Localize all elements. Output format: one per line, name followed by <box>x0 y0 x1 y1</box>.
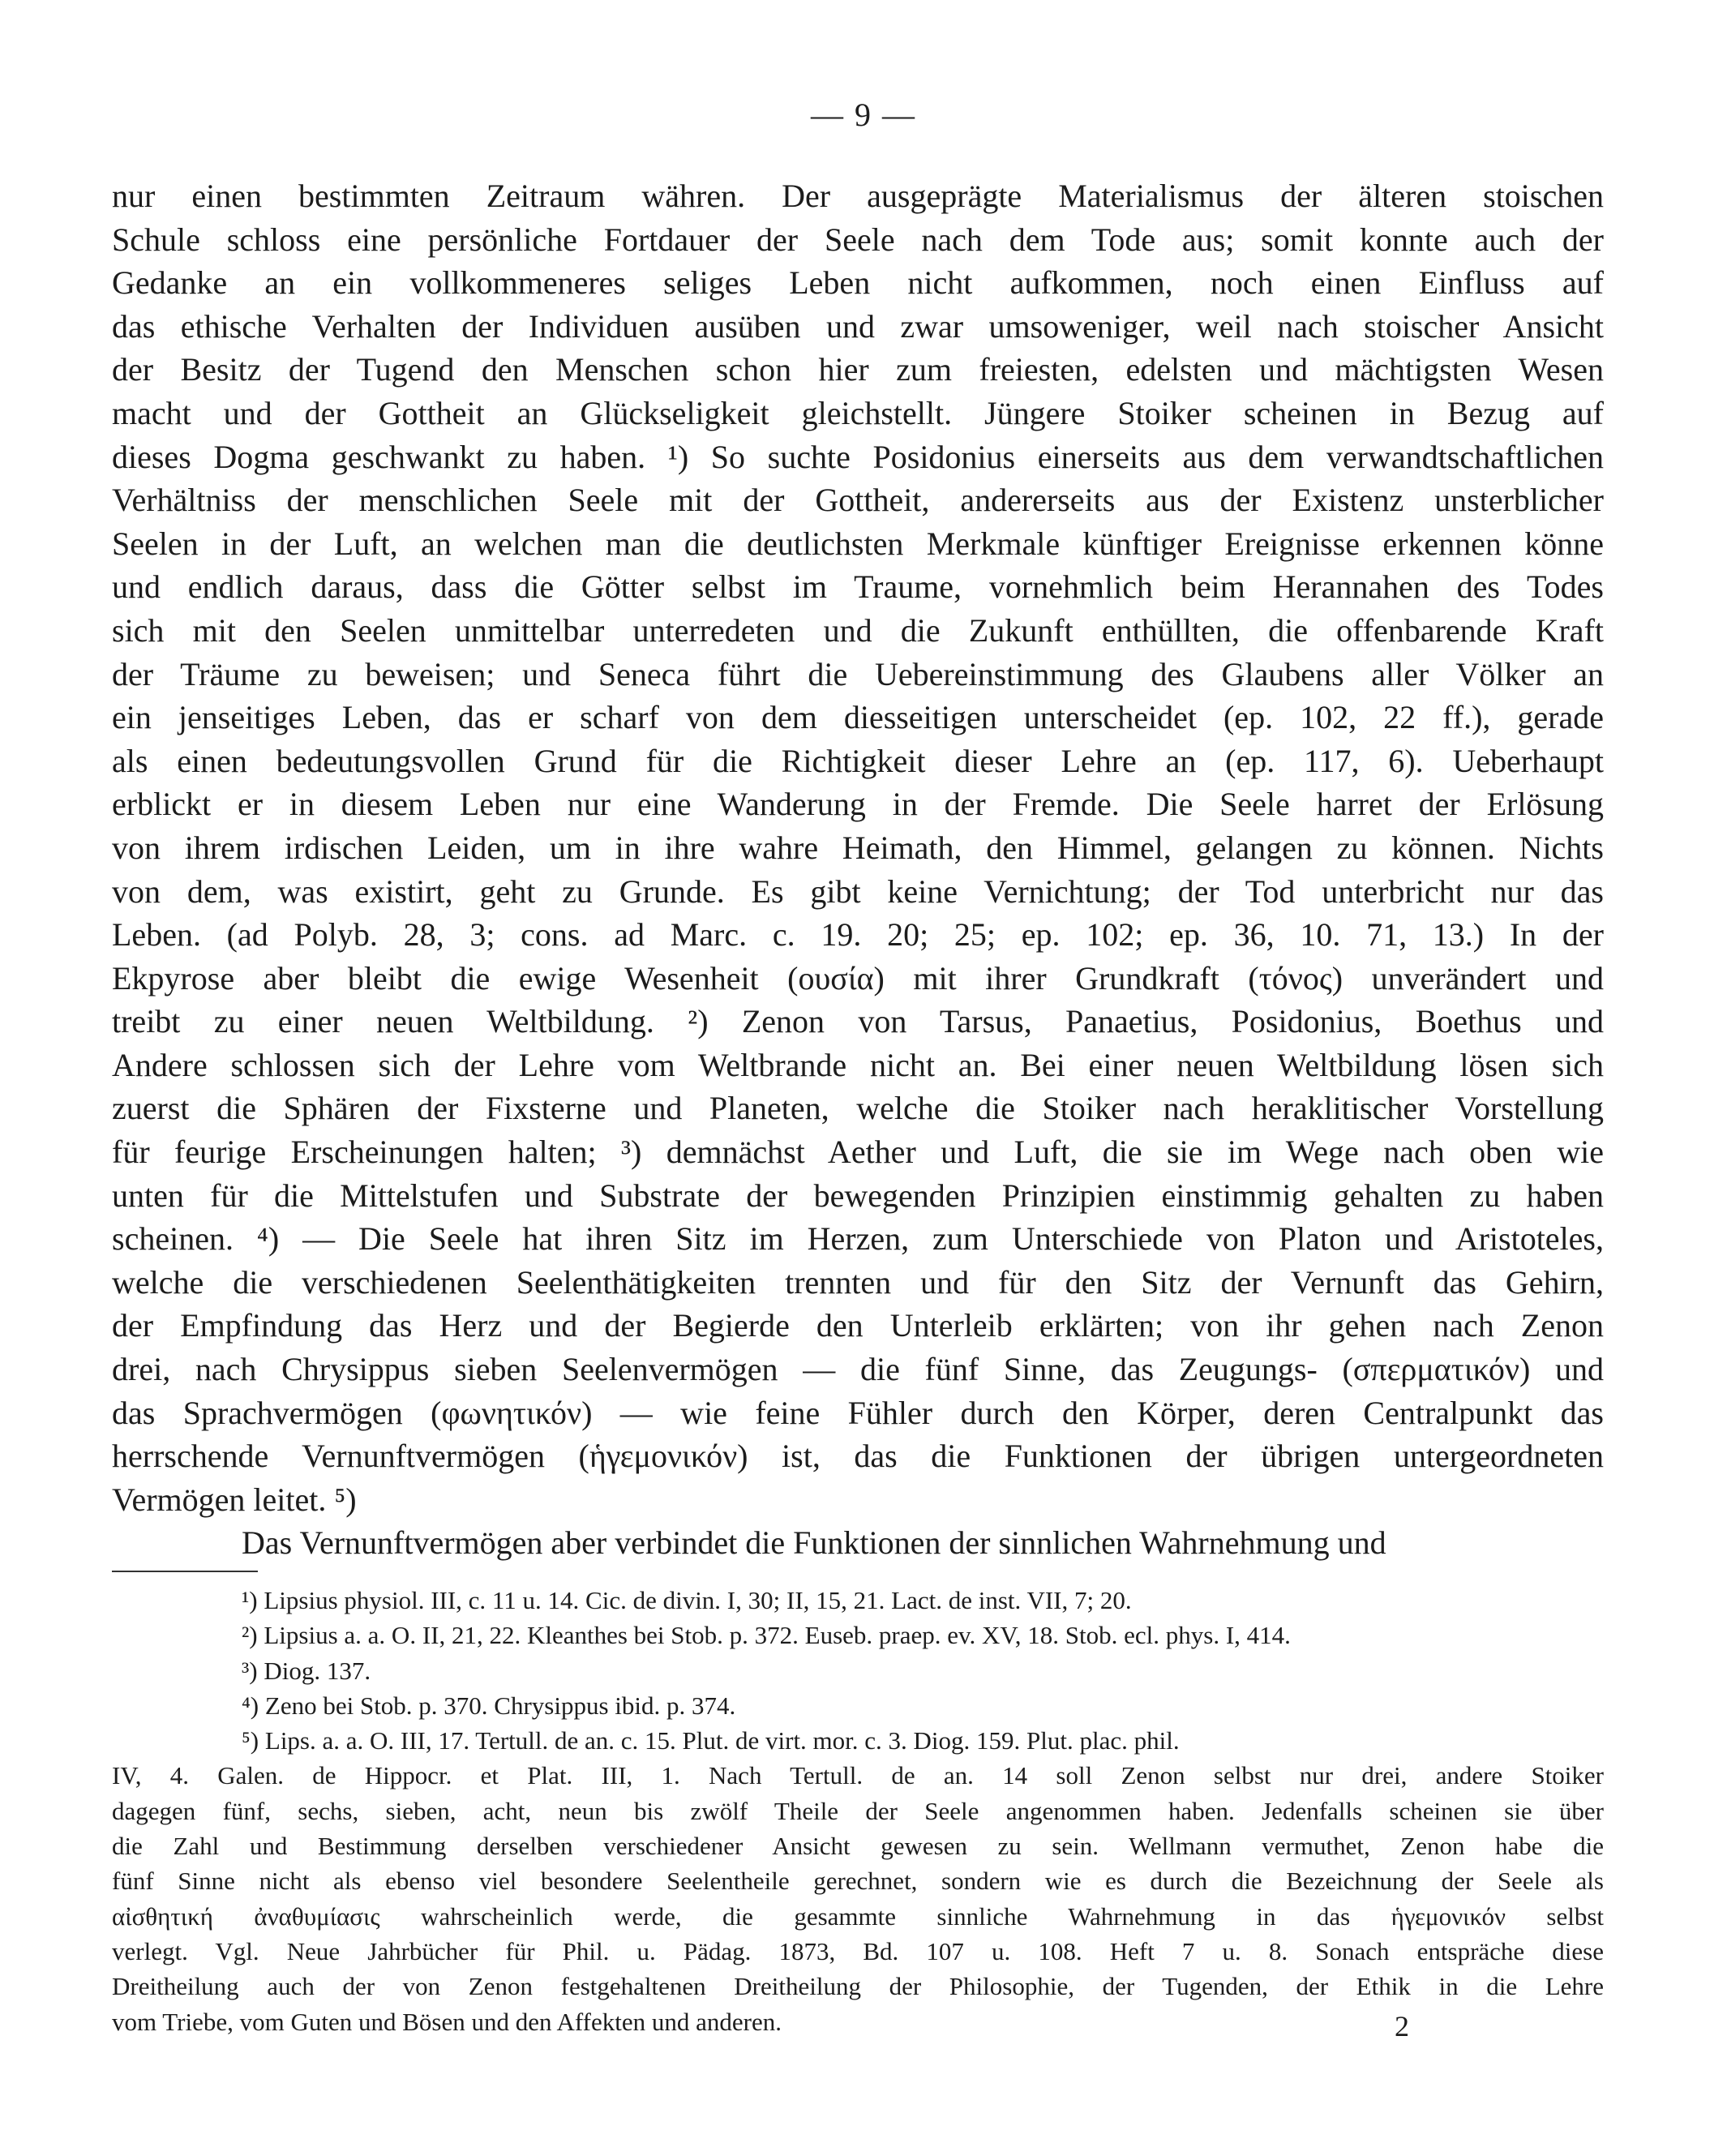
body-line: scheinen. ⁴) — Die Seele hat ihren Sitz im Herzen, zum Unterschiede von Platon und Aristoteles, <box>112 1220 1604 1258</box>
body-line: Seelen in der Luft, an welchen man die deutlichsten Merkmale künftiger Ereignisse erkennen könne <box>112 525 1604 562</box>
body-line: treibt zu einer neuen Weltbildung. ²) Zenon von Tarsus, Panaetius, Posidonius, Boethus und <box>112 1003 1604 1040</box>
body-line: für feurige Erscheinungen halten; ³) demnächst Aether und Luft, die sie im Wege nach oben wie <box>112 1134 1604 1171</box>
signature-mark: 2 <box>1395 2010 1409 2042</box>
footnote-continued: dagegen fünf, sechs, sieben, acht, neun bis zwölf Theile der Seele angenommen haben. Jedenfalls scheinen sie über <box>112 1796 1604 1825</box>
body-line: zuerst die Sphären der Fixsterne und Planeten, welche die Stoiker nach heraklitischer Vorstellung <box>112 1090 1604 1127</box>
body-line: nur einen bestimmten Zeitraum währen. Der ausgeprägte Materialismus der älteren stoischen <box>112 178 1604 214</box>
footnote-continued: die Zahl und Bestimmung derselben verschiedener Ansicht gewesen zu sein. Wellmann vermuthet, Zenon habe die <box>112 1832 1604 1861</box>
footnote: ³) Diog. 137. <box>242 1656 371 1685</box>
body-line: von ihrem irdischen Leiden, um in ihre wahre Heimath, den Himmel, gelangen zu können. Nichts <box>112 829 1604 866</box>
body-line: Verhältniss der menschlichen Seele mit der Gottheit, andererseits aus der Existenz unsterblicher <box>112 482 1604 519</box>
body-line: der Empfindung das Herz und der Begierde den Unterleib erklärten; von ihr gehen nach Zenon <box>112 1307 1604 1344</box>
body-line: unten für die Mittelstufen und Substrate der bewegenden Prinzipien einstimmig gehalten zu haben <box>112 1177 1604 1214</box>
body-line: Das Vernunftvermögen aber verbindet die Funktionen der sinnlichen Wahrnehmung und <box>242 1524 1386 1562</box>
body-line: das ethische Verhalten der Individuen ausüben und zwar umsoweniger, weil nach stoischer Ansicht <box>112 307 1604 345</box>
body-line: erblickt er in diesem Leben nur eine Wanderung in der Fremde. Die Seele harret der Erlösung <box>112 786 1604 823</box>
footnote-continued: IV, 4. Galen. de Hippocr. et Plat. III, 1. Nach Tertull. de an. 14 soll Zenon selbst nur drei, andere Stoiker <box>112 1761 1604 1790</box>
body-line: Gedanke an ein vollkommeneres seliges Leben nicht aufkommen, noch einen Einfluss auf <box>112 264 1604 302</box>
body-line: Ekpyrose aber bleibt die ewige Wesenheit (ουσία) mit ihrer Grundkraft (τόνος) unverändert und <box>112 959 1604 997</box>
footnote-continued: fünf Sinne nicht als ebenso viel besondere Seelentheile gerechnet, sondern wie es durch die Bezeichnung der Seele als <box>112 1867 1604 1896</box>
footnote-continued: αἰσθητική ἀναθυμίασις wahrscheinlich werde, die gesammte sinnliche Wahrnehmung in das ἡγεμονικόν selbst <box>112 1901 1604 1931</box>
footnotes <box>112 1583 1604 2039</box>
footnote: ⁴) Zeno bei Stob. p. 370. Chrysippus ibid. p. 374. <box>242 1691 736 1720</box>
footnote-continued: verlegt. Vgl. Neue Jahrbücher für Phil. u. Pädag. 1873, Bd. 107 u. 108. Heft 7 u. 8. Sonach entspräche diese <box>112 1936 1604 1965</box>
body-line: dieses Dogma geschwankt zu haben. ¹) So suchte Posidonius einerseits aus dem verwandtschaftlichen <box>112 438 1604 475</box>
body-line: als einen bedeutungsvollen Grund für die Richtigkeit dieser Lehre an (ep. 117, 6). Ueberhaupt <box>112 742 1604 779</box>
footnote: ⁵) Lips. a. a. O. III, 17. Tertull. de an. c. 15. Plut. de virt. mor. c. 3. Diog. 159. Plut. plac. phil. <box>242 1726 1180 1755</box>
footnote-continued: Dreitheilung auch der von Zenon festgehaltenen Dreitheilung der Philosophie, der Tugenden, der Ethik in die Lehre <box>112 1972 1604 2001</box>
body-line: drei, nach Chrysippus sieben Seelenvermögen — die fünf Sinne, das Zeugungs- (σπερματικόν) und <box>112 1351 1604 1388</box>
footnote: ²) Lipsius a. a. O. II, 21, 22. Kleanthes bei Stob. p. 372. Euseb. praep. ev. XV, 18. Stob. ecl. phys. I, 414. <box>242 1621 1291 1650</box>
body-line: von dem, was existirt, geht zu Grunde. Es gibt keine Vernichtung; der Tod unterbricht nur das <box>112 872 1604 910</box>
footnote-continued: vom Triebe, vom Guten und Bösen und den Affekten und anderen. <box>112 2007 782 2036</box>
body-line: Andere schlossen sich der Lehre vom Weltbrande nicht an. Bei einer neuen Weltbildung lösen sich <box>112 1046 1604 1083</box>
body-line: der Besitz der Tugend den Menschen schon hier zum freiesten, edelsten und mächtigsten Wesen <box>112 351 1604 388</box>
body-line: sich mit den Seelen unmittelbar unterredeten und die Zukunft enthüllten, die offenbarende Kraft <box>112 611 1604 649</box>
body-line: das Sprachvermögen (φωνητικόν) — wie feine Fühler durch den Körper, deren Centralpunkt das <box>112 1394 1604 1431</box>
body-line: Schule schloss eine persönliche Fortdauer der Seele nach dem Tode aus; somit konnte auch der <box>112 221 1604 258</box>
body-line: Vermögen leitet. ⁵) <box>112 1481 357 1518</box>
footnote-divider <box>112 1571 258 1572</box>
body-line: Leben. (ad Polyb. 28, 3; cons. ad Marc. c. 19. 20; 25; ep. 102; ep. 36, 10. 71, 13.) In der <box>112 916 1604 954</box>
body-line: der Träume zu beweisen; und Seneca führt die Uebereinstimmung des Glaubens aller Völker an <box>112 655 1604 692</box>
body-line: welche die verschiedenen Seelenthätigkeiten trennten und für den Sitz der Vernunft das Gehirn, <box>112 1263 1604 1301</box>
body-line: herrschende Vernunftvermögen (ἡγεμονικόν) ist, das die Funktionen der übrigen untergeordneten <box>112 1438 1604 1475</box>
body-line: und endlich daraus, dass die Götter selbst im Traume, vornehmlich beim Herannahen des Todes <box>112 568 1604 606</box>
page-number: — 9 — <box>811 96 916 133</box>
footnote: ¹) Lipsius physiol. III, c. 11 u. 14. Cic. de divin. I, 30; II, 15, 21. Lact. de inst. VII, 7; 20. <box>242 1586 1132 1614</box>
body-line: macht und der Gottheit an Glückseligkeit gleichstellt. Jüngere Stoiker scheinen in Bezug auf <box>112 394 1604 431</box>
body-line: ein jenseitiges Leben, das er scharf von dem diesseitigen unterscheidet (ep. 102, 22 ff.), gerade <box>112 699 1604 736</box>
body-text <box>112 174 1604 1565</box>
